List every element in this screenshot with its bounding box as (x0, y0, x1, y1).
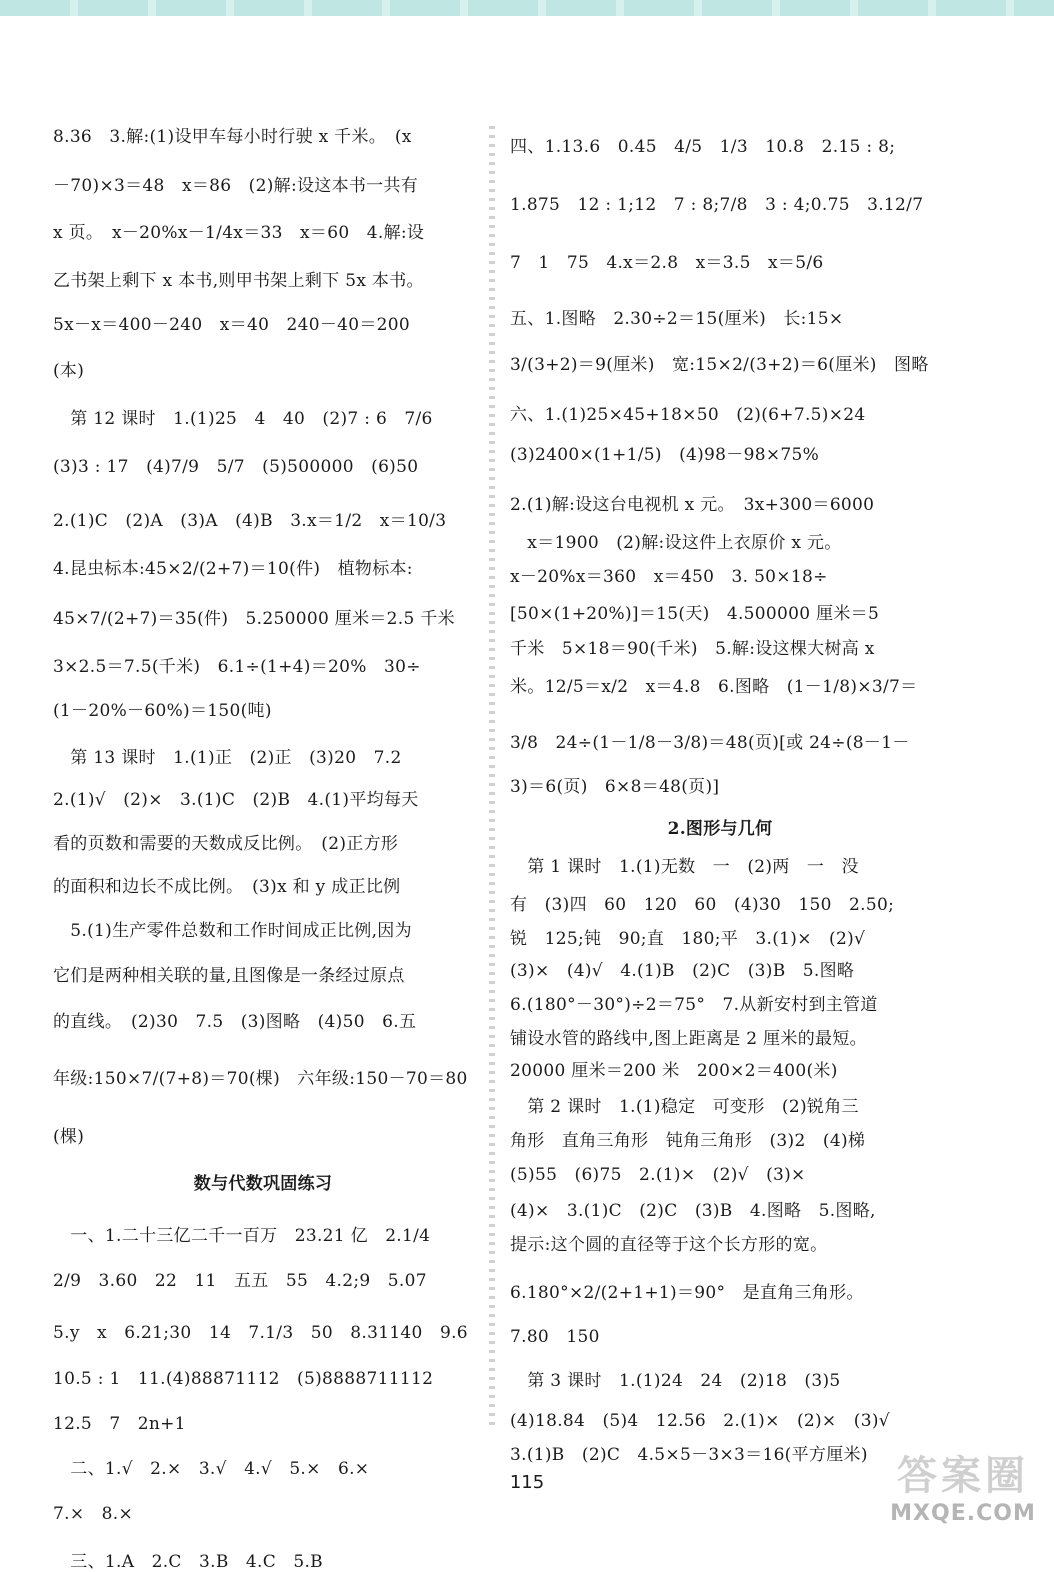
answer-line-text: 2.图形与几何 (667, 819, 773, 839)
answer-line-text: 10.5 : 1 11.(4)88871112 (5)8888711112 (53, 1369, 434, 1389)
answer-line-text: 一、1.二十三亿二千一百万 23.21 亿 2.1/4 (53, 1226, 431, 1246)
answer-line-text: 五、1.图略 2.30÷2＝15(厘米) 长:15× (510, 309, 844, 329)
answer-line-text: 第 12 课时 1.(1)25 4 40 (2)7 : 6 7/6 (53, 409, 433, 429)
answer-line-text: 2.(1)√ (2)× 3.(1)C (2)B 4.(1)平均每天 (53, 790, 419, 810)
answer-line-text: 6.180°×2/(2+1+1)＝90° 是直角三角形。 (510, 1283, 864, 1303)
answer-line-text: 7 1 75 4.x＝2.8 x＝3.5 x＝5/6 (510, 253, 824, 273)
answer-line-text: 提示:这个圆的直径等于这个长方形的宽。 (510, 1235, 828, 1255)
answer-line-text: (1－20%－60%)＝150(吨) (53, 701, 272, 721)
answer-line-text: 六、1.(1)25×45+18×50 (2)(6+7.5)×24 (510, 405, 866, 425)
answer-line-text: 3)＝6(页) 6×8＝48(页)] (510, 777, 720, 797)
answer-line-text: 7.× 8.× (53, 1504, 134, 1524)
answer-line-text: (3)× (4)√ 4.(1)B (2)C (3)B 5.图略 (510, 961, 855, 981)
answer-line-text: 看的页数和需要的天数成反比例。 (2)正方形 (53, 834, 399, 854)
column-divider (489, 120, 495, 1425)
watermark-url: MXQE.COM (890, 1501, 1036, 1526)
answer-line-text: (3)2400×(1+1/5) (4)98－98×75% (510, 445, 820, 465)
answer-line-text: 米。12/5＝x/2 x＝4.8 6.图略 (1－1/8)×3/7＝ (510, 677, 918, 697)
answer-line-text: 4.昆虫标本:45×2/(2+7)＝10(件) 植物标本: (53, 559, 413, 579)
answer-line-text: x－20%x＝360 x＝450 3. 50×18÷ (510, 567, 828, 587)
answer-line-text: 7.80 150 (510, 1327, 600, 1347)
answer-line-text: 2/9 3.60 22 11 五五 55 4.2;9 5.07 (53, 1271, 427, 1291)
answer-line-text: 3.(1)B (2)C 4.5×5－3×3＝16(平方厘米) (510, 1445, 868, 1465)
watermark (878, 1440, 1048, 1532)
answer-line-text: 5.(1)生产零件总数和工作时间成正比例,因为 (53, 921, 412, 941)
answer-line-text: (5)55 (6)75 2.(1)× (2)√ (3)× (510, 1165, 806, 1185)
answer-line-text: 它们是两种相关联的量,且图像是一条经过原点 (53, 966, 405, 986)
answer-line-text: 8.36 3.解:(1)设甲车每小时行驶 x 千米。 (x (53, 127, 412, 147)
answer-line-text: 年级:150×7/(7+8)＝70(棵) 六年级:150－70＝80 (53, 1069, 468, 1089)
answer-line-text: (4)× 3.(1)C (2)C (3)B 4.图略 5.图略, (510, 1201, 876, 1221)
top-decorative-band (0, 0, 1054, 16)
page-number: 115 (509, 1472, 545, 1493)
answer-line-text: 5.y x 6.21;30 14 7.1/3 50 8.31140 9.6 (53, 1323, 468, 1343)
answer-line-text: (4)18.84 (5)4 12.56 2.(1)× (2)× (3)√ (510, 1411, 890, 1431)
answer-line-text: 3/(3+2)＝9(厘米) 宽:15×2/(3+2)＝6(厘米) 图略 (510, 355, 929, 375)
answer-line-text: (棵) (53, 1127, 85, 1147)
answer-line-text: 四、1.13.6 0.45 4/5 1/3 10.8 2.15 : 8; (510, 137, 896, 157)
answer-line-text: 第 3 课时 1.(1)24 24 (2)18 (3)5 (510, 1371, 841, 1391)
answer-line-text: 第 1 课时 1.(1)无数 一 (2)两 一 没 (510, 857, 859, 877)
answer-line-text: 第 13 课时 1.(1)正 (2)正 (3)20 7.2 (53, 748, 402, 768)
answer-line-text: 6.(180°－30°)÷2＝75° 7.从新安村到主管道 (510, 995, 878, 1015)
answer-line-text: 2.(1)C (2)A (3)A (4)B 3.x＝1/2 x＝10/3 (53, 511, 447, 531)
answer-line-text: 有 (3)四 60 120 60 (4)30 150 2.50; (510, 895, 895, 915)
answer-line-text: (本) (53, 361, 85, 381)
answer-line-text: 铺设水管的路线中,图上距离是 2 厘米的最短。 (510, 1029, 867, 1049)
answer-line-text: 的直线。 (2)30 7.5 (3)图略 (4)50 6.五 (53, 1012, 417, 1032)
answer-line-text: －70)×3＝48 x＝86 (2)解:设这本书一共有 (53, 176, 419, 196)
answer-line-text: 第 2 课时 1.(1)稳定 可变形 (2)锐角三 (510, 1097, 859, 1117)
answer-line-text: 二、1.√ 2.× 3.√ 4.√ 5.× 6.× (53, 1459, 370, 1479)
answer-line-text: 12.5 7 2n+1 (53, 1414, 186, 1434)
answer-line-text: 2.(1)解:设这台电视机 x 元。 3x+300＝6000 (510, 495, 875, 515)
answer-line-text: 5x－x＝400－240 x＝40 240－40＝200 (53, 315, 411, 335)
answer-line-text: x 页。 x－20%x－1/4x＝33 x＝60 4.解:设 (53, 223, 425, 243)
answer-line-text: 20000 厘米＝200 米 200×2＝400(米) (510, 1061, 838, 1081)
answer-line-text: 千米 5×18＝90(千米) 5.解:设这棵大树高 x (510, 639, 875, 659)
answer-line-text: [50×(1+20%)]＝15(天) 4.500000 厘米＝5 (510, 604, 880, 624)
answer-line-text: 乙书架上剩下 x 本书,则甲书架上剩下 5x 本书。 (53, 271, 424, 291)
watermark-logo: 答案圈 (897, 1453, 1029, 1499)
answer-line-text: 锐 125;钝 90;直 180;平 3.(1)× (2)√ (510, 929, 866, 949)
answer-line-text: 3×2.5＝7.5(千米) 6.1÷(1+4)＝20% 30÷ (53, 657, 421, 677)
answer-line-text: 1.875 12 : 1;12 7 : 8;7/8 3 : 4;0.75 3.12/7 (510, 195, 924, 215)
answer-line-text: 角形 直角三角形 钝角三角形 (3)2 (4)梯 (510, 1131, 866, 1151)
answer-line-text: 45×7/(2+7)＝35(件) 5.250000 厘米＝2.5 千米 (53, 609, 455, 629)
answer-line-text: (3)3 : 17 (4)7/9 5/7 (5)500000 (6)50 (53, 457, 419, 477)
answer-line-text: 的面积和边长不成比例。 (3)x 和 y 成正比例 (53, 877, 401, 897)
answer-line-text: 三、1.A 2.C 3.B 4.C 5.B (53, 1552, 323, 1572)
answer-line-text: 3/8 24÷(1－1/8－3/8)＝48(页)[或 24÷(8－1－ (510, 733, 910, 753)
answer-line-text: x＝1900 (2)解:设这件上衣原价 x 元。 (510, 533, 842, 553)
answer-line-text: 数与代数巩固练习 (193, 1174, 333, 1194)
